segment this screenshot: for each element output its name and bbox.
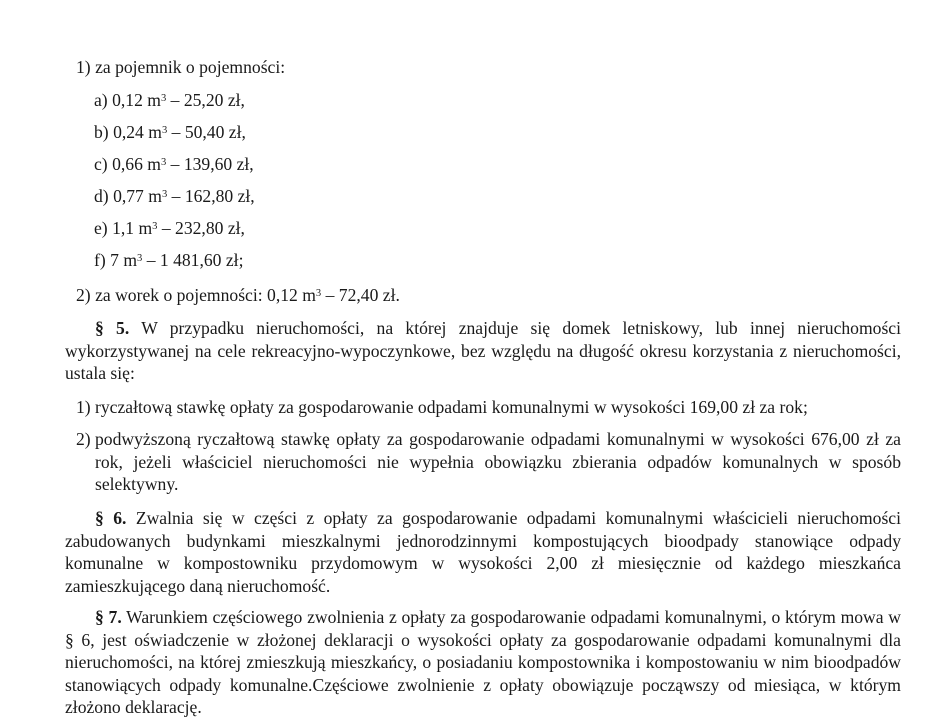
item-text: podwyższoną ryczałtową stawkę opłaty za gospodarowanie odpadami komunalnymi w wysokości 676,00 zł za rok, jeżeli właściciel nieruchomości nie wypełnia obowiązku zbierania odpadów komunalnych w sposób selektywny. xyxy=(95,429,901,494)
section-5-heading: § 5. xyxy=(95,318,130,338)
list-item-container xyxy=(76,284,400,310)
sub-item-f xyxy=(94,249,243,275)
sub-item-volume: 0,77 m xyxy=(113,186,162,206)
list-item-container xyxy=(76,56,285,78)
sub-item-e xyxy=(94,217,245,243)
section-5-item-1 xyxy=(76,396,901,419)
section-5-paragraph xyxy=(65,317,901,385)
section-6-heading: § 6. xyxy=(95,508,127,528)
sub-item-label: c) xyxy=(94,154,108,174)
sub-item-a xyxy=(94,89,245,115)
list-label: 2) xyxy=(76,285,91,305)
sub-item-price: – 25,20 zł, xyxy=(166,90,245,110)
sub-item-price: – 162,80 zł, xyxy=(167,186,255,206)
sub-item-label: b) xyxy=(94,122,109,142)
exponent: 3 xyxy=(137,252,143,264)
section-6-paragraph xyxy=(65,507,901,597)
exponent: 3 xyxy=(152,220,158,232)
sub-item-label: a) xyxy=(94,90,108,110)
sub-item-price: – 232,80 zł, xyxy=(157,218,245,238)
section-5-text: W przypadku nieruchomości, na której znajduje się domek letniskowy, lub innej nieruchomości wykorzystywanej na cele rekreacyjno-wypoczynkowe, bez względu na długość okresu korzystania z nieruchomości, ustala się: xyxy=(65,318,902,383)
sub-item-b xyxy=(94,121,246,147)
sub-item-price: – 50,40 zł, xyxy=(167,122,246,142)
sub-item-volume: 7 m xyxy=(110,250,138,270)
item-label: 1) xyxy=(76,397,91,417)
sub-item-label: d) xyxy=(94,186,109,206)
sub-item-volume: 1,1 m xyxy=(112,218,153,238)
sub-item-price: – 139,60 zł, xyxy=(166,154,254,174)
sub-item-volume: 0,12 m xyxy=(112,90,161,110)
list-label: 1) xyxy=(76,57,91,77)
section-5-item-2 xyxy=(76,428,901,496)
section-6-text: Zwalnia się w części z opłaty za gospodarowanie odpadami komunalnymi właścicieli nieruchomości zabudowanych budynkami mieszkalnymi jednorodzinnymi kompostujących bioodpady stanowiące odpady komunalne w kompostowniku przydomowym w wysokości 2,00 zł miesięcznie od każdego mieszkańca zamieszkującego daną nieruchomość. xyxy=(65,508,901,596)
sub-item-c xyxy=(94,153,254,179)
section-7-text: Warunkiem częściowego zwolnienia z opłaty za gospodarowanie odpadami komunalnymi, o którym mowa w § 6, jest oświadczenie w złożonej deklaracji o wysokości opłaty za gospodarowanie odpadami komunalnymi dla nieruchomości, na której zmieszkują mieszkańcy, o posiadaniu kompostownika i kompostowaniu w nim bioodpadów stanowiących odpady komunalne.Częściowe zwolnienie z opłaty obowiązuje począwszy od miesiąca, w którym złożono deklarację. xyxy=(65,607,902,717)
section-7-paragraph xyxy=(65,606,901,719)
list-text: za pojemnik o pojemności: xyxy=(95,57,286,77)
item-label: 2) xyxy=(76,429,91,449)
exponent: 3 xyxy=(315,287,322,299)
exponent: 3 xyxy=(161,124,168,136)
sub-item-d xyxy=(94,185,255,211)
sub-item-volume: 0,66 m xyxy=(112,154,161,174)
item-text: ryczałtową stawkę opłaty za gospodarowanie odpadami komunalnymi w wysokości 169,00 zł za rok; xyxy=(95,397,808,417)
sub-item-label: e) xyxy=(94,218,108,238)
list-text: za worek o pojemności: 0,12 m xyxy=(95,285,316,305)
sub-item-price: – 1 481,60 zł; xyxy=(142,250,244,270)
exponent: 3 xyxy=(161,188,168,200)
exponent: 3 xyxy=(160,92,167,104)
list-price: – 72,40 zł. xyxy=(321,285,400,305)
sub-item-volume: 0,24 m xyxy=(113,122,162,142)
section-7-heading: § 7. xyxy=(95,607,122,627)
exponent: 3 xyxy=(160,156,167,168)
sub-item-label: f) xyxy=(94,250,106,270)
